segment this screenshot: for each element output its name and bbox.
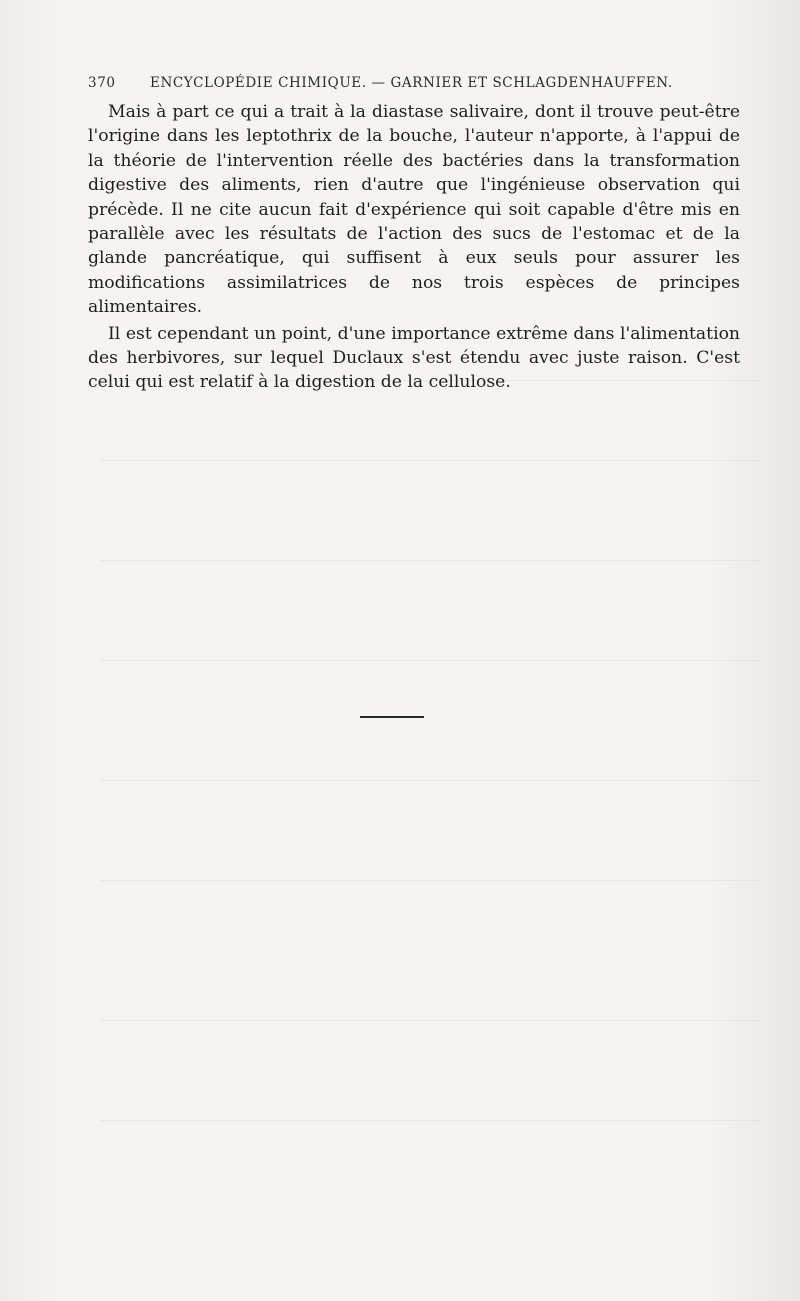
bleed-through-line: [100, 1120, 760, 1121]
paragraph-2: Il est cependant un point, d'une importance extrême dans l'alimentation des herbivores, sur lequel Duclaux s'est étendu avec juste raison. C'est celui qui est relatif à la digestion de la cellulose.: [88, 323, 740, 393]
section-end-rule: [360, 716, 424, 718]
bleed-through-line: [100, 1020, 760, 1021]
bleed-through-line: [100, 780, 760, 781]
running-title: ENCYCLOPÉDIE CHIMIQUE. — GARNIER ET SCHLAGDENHAUFFEN.: [150, 75, 673, 91]
bleed-through-line: [100, 560, 760, 561]
main-text: [88, 100, 740, 395]
running-header: [88, 75, 740, 91]
page-number: 370: [88, 75, 116, 91]
bleed-through-line: [100, 880, 760, 881]
paragraph-1: Mais à part ce qui a trait à la diastase salivaire, dont il trouve peut-être l'origine dans les leptothrix de la bouche, l'auteur n'apporte, à l'appui de la théorie de l'intervention réelle des bactéries dans la transformation digestive des aliments, rien d'autre que l'ingénieuse observation qui précède. Il ne cite aucun fait d'expérience qui soit capable d'être mis en parallèle avec les résultats de l'action des sucs de l'estomac et de la glande pancréatique, qui suffisent à eux seuls pour assurer les modifications assimilatrices de nos trois espèces de principes alimentaires.: [88, 102, 740, 318]
bleed-through-line: [100, 460, 760, 461]
bleed-through-line: [100, 660, 760, 661]
